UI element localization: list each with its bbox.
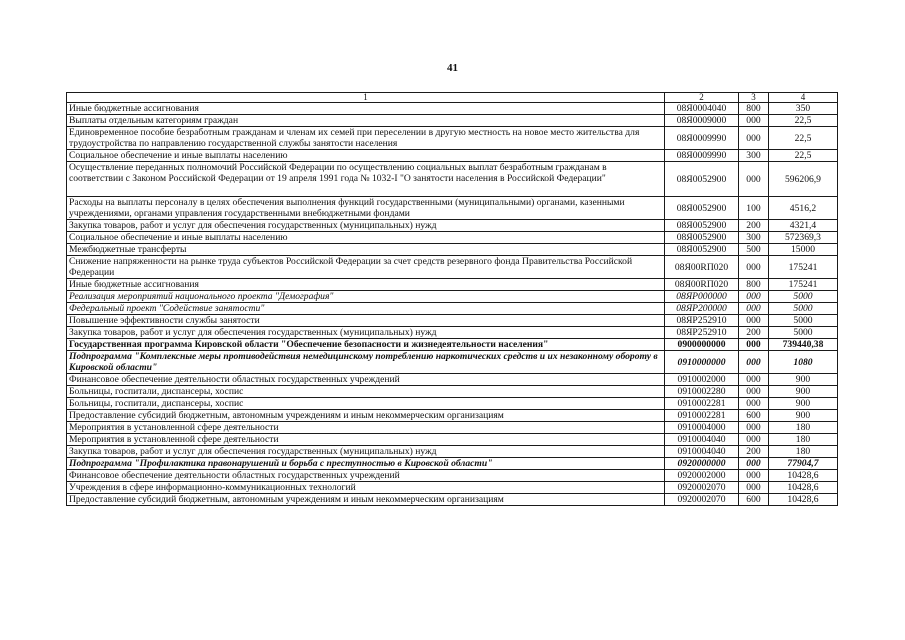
cell-sum: 350 [769, 103, 838, 115]
cell-sum: 900 [769, 374, 838, 386]
cell-name: Социальное обеспечение и иные выплаты населению [67, 150, 665, 162]
cell-type: 300 [739, 232, 769, 244]
table-row [67, 315, 838, 327]
cell-name: Расходы на выплаты персоналу в целях обеспечения выполнения функций государственными (муниципальными) органами, казенными учреждениями, органами управления государственными внебюджетными фондами [67, 197, 665, 220]
cell-code: 08Я0052900 [665, 162, 739, 197]
table-row [67, 256, 838, 279]
cell-code: 0910002000 [665, 374, 739, 386]
cell-sum: 572369,3 [769, 232, 838, 244]
header-col-3: 3 [739, 93, 769, 103]
cell-code: 0910000000 [665, 351, 739, 374]
cell-type: 600 [739, 410, 769, 422]
cell-sum: 5000 [769, 303, 838, 315]
cell-type: 000 [739, 386, 769, 398]
cell-code: 08Я0052900 [665, 220, 739, 232]
cell-name: Иные бюджетные ассигнования [67, 279, 665, 291]
cell-name: Учреждения в сфере информационно-коммуникационных технологий [67, 482, 665, 494]
cell-code: 08Я0052900 [665, 197, 739, 220]
cell-sum: 180 [769, 434, 838, 446]
cell-code: 08Я00RП020 [665, 279, 739, 291]
cell-sum: 180 [769, 446, 838, 458]
cell-name: Подпрограмма "Профилактика правонарушений и борьба с преступностью в Кировской области" [67, 458, 665, 470]
cell-name: Закупка товаров, работ и услуг для обеспечения государственных (муниципальных) нужд [67, 446, 665, 458]
cell-code: 0910004000 [665, 422, 739, 434]
table-row [67, 482, 838, 494]
cell-sum: 1080 [769, 351, 838, 374]
table-row [67, 470, 838, 482]
cell-type: 000 [739, 291, 769, 303]
cell-code: 0910002281 [665, 398, 739, 410]
table-row [67, 303, 838, 315]
table-row [67, 150, 838, 162]
cell-name: Предоставление субсидий бюджетным, автономным учреждениям и иным некоммерческим организациям [67, 494, 665, 506]
table-row [67, 279, 838, 291]
table-row [67, 458, 838, 470]
cell-sum: 175241 [769, 279, 838, 291]
cell-type: 600 [739, 494, 769, 506]
cell-type: 000 [739, 339, 769, 351]
cell-code: 08Я0004040 [665, 103, 739, 115]
cell-type: 000 [739, 115, 769, 127]
cell-sum: 900 [769, 386, 838, 398]
cell-name: Больницы, госпитали, диспансеры, хоспис [67, 386, 665, 398]
cell-type: 200 [739, 220, 769, 232]
table-row [67, 386, 838, 398]
table-row [67, 162, 838, 197]
cell-type: 000 [739, 422, 769, 434]
cell-type: 000 [739, 458, 769, 470]
cell-type: 000 [739, 374, 769, 386]
cell-name: Закупка товаров, работ и услуг для обеспечения государственных (муниципальных) нужд [67, 327, 665, 339]
cell-code: 0920002070 [665, 494, 739, 506]
table-row [67, 291, 838, 303]
table-row [67, 232, 838, 244]
cell-name: Мероприятия в установленной сфере деятельности [67, 422, 665, 434]
cell-type: 000 [739, 351, 769, 374]
cell-sum: 175241 [769, 256, 838, 279]
table-row [67, 434, 838, 446]
cell-sum: 739440,38 [769, 339, 838, 351]
cell-name: Социальное обеспечение и иные выплаты населению [67, 232, 665, 244]
cell-name: Подпрограмма "Комплексные меры противодействия немедицинскому потреблению наркотических средств и их незаконному обороту в Кировской области" [67, 351, 665, 374]
cell-type: 000 [739, 470, 769, 482]
table-row [67, 398, 838, 410]
cell-name: Повышение эффективности службы занятости [67, 315, 665, 327]
table-row [67, 410, 838, 422]
cell-sum: 10428,6 [769, 494, 838, 506]
cell-sum: 5000 [769, 315, 838, 327]
cell-sum: 77904,7 [769, 458, 838, 470]
cell-type: 800 [739, 279, 769, 291]
cell-type: 000 [739, 482, 769, 494]
cell-code: 0910004040 [665, 434, 739, 446]
cell-name: Финансовое обеспечение деятельности областных государственных учреждений [67, 374, 665, 386]
cell-sum: 5000 [769, 327, 838, 339]
cell-sum: 10428,6 [769, 482, 838, 494]
header-col-2: 2 [665, 93, 739, 103]
cell-code: 0910002280 [665, 386, 739, 398]
cell-sum: 10428,6 [769, 470, 838, 482]
cell-name: Закупка товаров, работ и услуг для обеспечения государственных (муниципальных) нужд [67, 220, 665, 232]
header-col-4: 4 [769, 93, 838, 103]
cell-sum: 900 [769, 410, 838, 422]
table-row [67, 494, 838, 506]
table-header-row [67, 93, 838, 103]
cell-code: 08ЯР200000 [665, 303, 739, 315]
cell-name: Единовременное пособие безработным гражданам и членам их семей при переселении в другую местность на новое место жительства для трудоустройства по направлению государственной службы занятости населения [67, 127, 665, 150]
cell-sum: 22,5 [769, 150, 838, 162]
table-row [67, 422, 838, 434]
cell-name: Мероприятия в установленной сфере деятельности [67, 434, 665, 446]
table-row [67, 374, 838, 386]
cell-sum: 5000 [769, 291, 838, 303]
table-row [67, 197, 838, 220]
cell-name: Осуществление переданных полномочий Российской Федерации по осуществлению социальных выплат безработным гражданам в соответствии с Законом Российской Федерации от 19 апреля 1991 года № 1032-I "О занятости населения в Российской Федерации" [67, 162, 665, 197]
cell-name: Выплаты отдельным категориям граждан [67, 115, 665, 127]
table-row [67, 103, 838, 115]
cell-name: Иные бюджетные ассигнования [67, 103, 665, 115]
cell-code: 0900000000 [665, 339, 739, 351]
cell-type: 300 [739, 150, 769, 162]
cell-code: 08Я0009990 [665, 127, 739, 150]
cell-code: 0920002070 [665, 482, 739, 494]
cell-sum: 4516,2 [769, 197, 838, 220]
cell-sum: 180 [769, 422, 838, 434]
cell-type: 200 [739, 327, 769, 339]
table-row [67, 220, 838, 232]
cell-code: 08ЯР252910 [665, 327, 739, 339]
cell-type: 000 [739, 315, 769, 327]
cell-code: 08Я0052900 [665, 232, 739, 244]
cell-type: 000 [739, 398, 769, 410]
cell-name: Больницы, госпитали, диспансеры, хоспис [67, 398, 665, 410]
cell-name: Финансовое обеспечение деятельности областных государственных учреждений [67, 470, 665, 482]
cell-code: 08Я0009990 [665, 150, 739, 162]
cell-type: 000 [739, 127, 769, 150]
cell-code: 0910004040 [665, 446, 739, 458]
cell-name: Снижение напряженности на рынке труда субъектов Российской Федерации за счет средств резервного фонда Правительства Российской Федерации [67, 256, 665, 279]
page-number: 41 [447, 62, 458, 74]
budget-table-body [67, 93, 838, 506]
cell-code: 08ЯР252910 [665, 315, 739, 327]
cell-sum: 22,5 [769, 115, 838, 127]
budget-table [66, 92, 838, 506]
cell-code: 08Я00RП020 [665, 256, 739, 279]
cell-type: 000 [739, 162, 769, 197]
table-row [67, 327, 838, 339]
cell-name: Межбюджетные трансферты [67, 244, 665, 256]
cell-sum: 15000 [769, 244, 838, 256]
cell-code: 08Я0052900 [665, 244, 739, 256]
cell-name: Федеральный проект "Содействие занятости" [67, 303, 665, 315]
cell-sum: 22,5 [769, 127, 838, 150]
cell-code: 0920000000 [665, 458, 739, 470]
cell-name: Реализация мероприятий национального проекта "Демография" [67, 291, 665, 303]
cell-name: Государственная программа Кировской области "Обеспечение безопасности и жизнедеятельности населения" [67, 339, 665, 351]
table-row [67, 127, 838, 150]
table-row [67, 115, 838, 127]
cell-code: 08ЯР000000 [665, 291, 739, 303]
table-row [67, 339, 838, 351]
cell-code: 0910002281 [665, 410, 739, 422]
cell-code: 08Я0009000 [665, 115, 739, 127]
cell-sum: 596206,9 [769, 162, 838, 197]
cell-type: 000 [739, 303, 769, 315]
cell-sum: 900 [769, 398, 838, 410]
cell-type: 500 [739, 244, 769, 256]
table-row [67, 244, 838, 256]
cell-sum: 4321,4 [769, 220, 838, 232]
cell-name: Предоставление субсидий бюджетным, автономным учреждениям и иным некоммерческим организациям [67, 410, 665, 422]
table-row [67, 446, 838, 458]
cell-type: 100 [739, 197, 769, 220]
cell-code: 0920002000 [665, 470, 739, 482]
cell-type: 000 [739, 256, 769, 279]
table-row [67, 351, 838, 374]
cell-type: 800 [739, 103, 769, 115]
cell-type: 000 [739, 434, 769, 446]
header-col-1: 1 [67, 93, 665, 103]
cell-type: 200 [739, 446, 769, 458]
